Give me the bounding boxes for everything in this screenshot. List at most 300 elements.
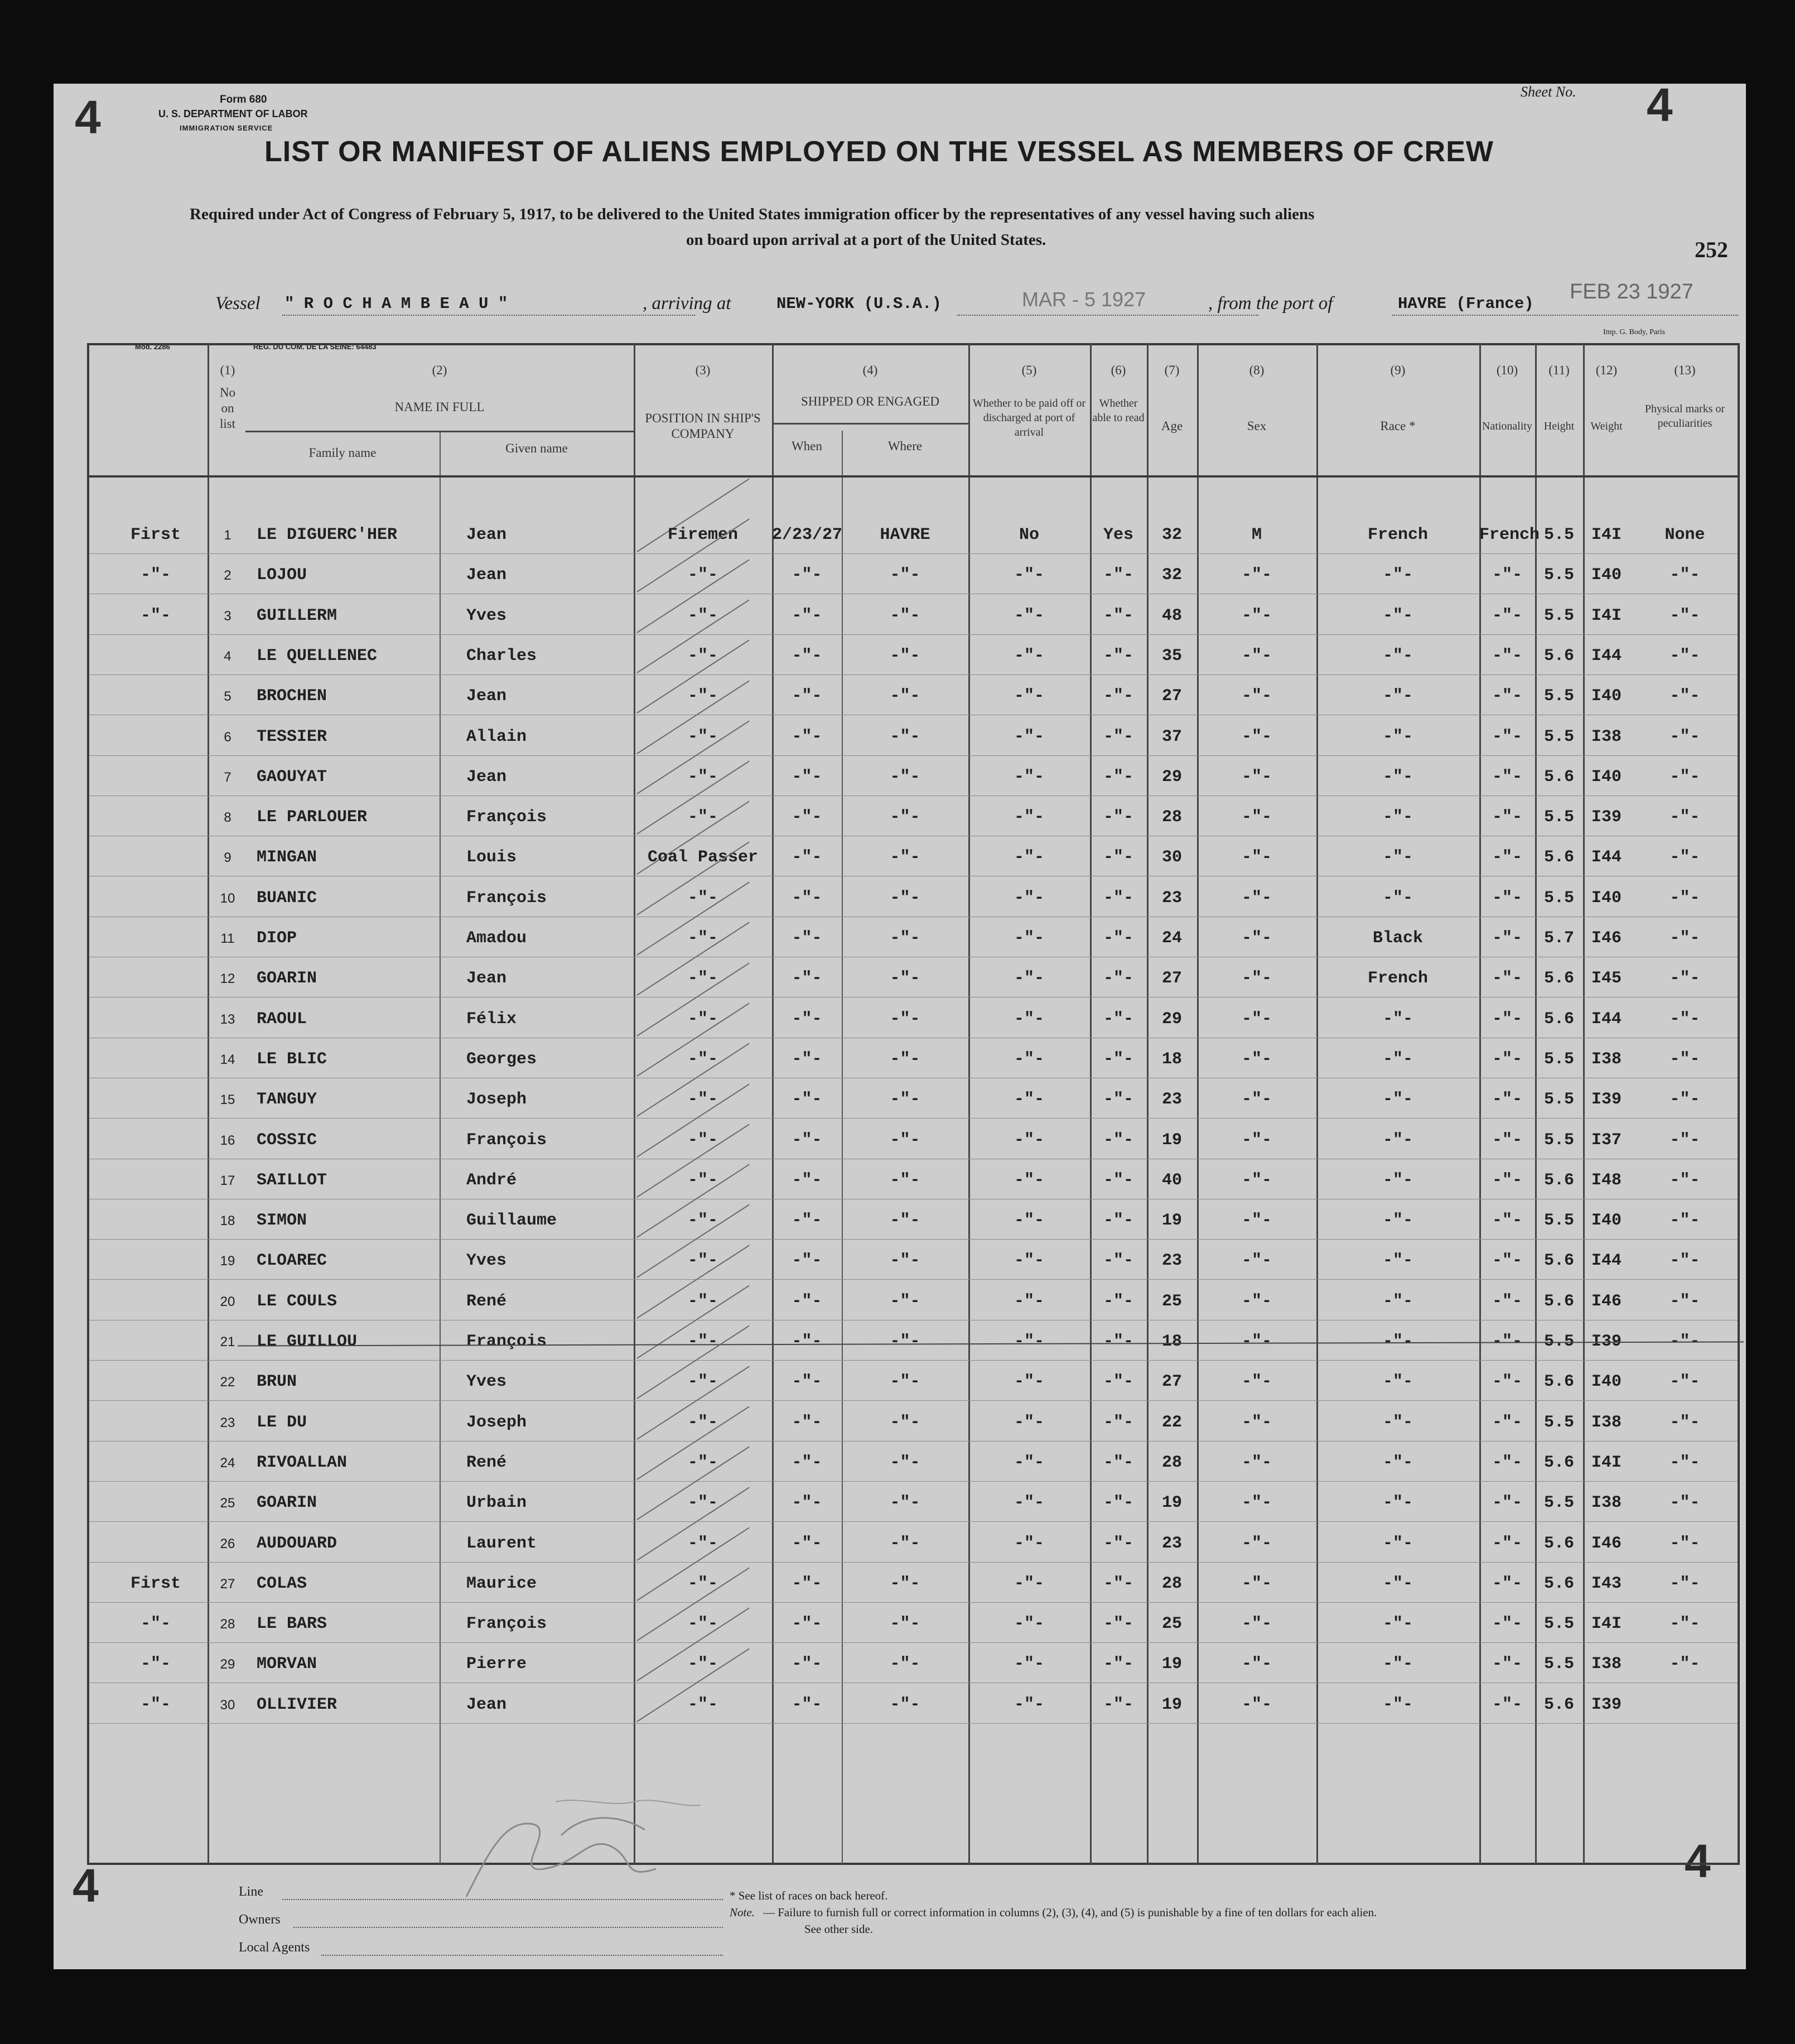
sex: -"- bbox=[1241, 1493, 1272, 1513]
height: 5.5 bbox=[1543, 1413, 1574, 1432]
shipped-when: -"- bbox=[792, 808, 822, 827]
height: 5.6 bbox=[1543, 1170, 1574, 1190]
shipped-when: -"- bbox=[792, 1453, 822, 1472]
row-number: 14 bbox=[220, 1052, 235, 1067]
shipped-when: -"- bbox=[792, 969, 822, 989]
col-num-5: (5) bbox=[1021, 363, 1037, 377]
age: 23 bbox=[1161, 1090, 1182, 1110]
sex: -"- bbox=[1241, 969, 1272, 989]
sex: -"- bbox=[1241, 687, 1272, 706]
sheet-number: 4 bbox=[1647, 79, 1673, 131]
row-number: 12 bbox=[220, 971, 235, 987]
age: 25 bbox=[1161, 1614, 1182, 1634]
race: -"- bbox=[1382, 1211, 1413, 1231]
family-name: LE DU bbox=[257, 1413, 307, 1432]
paid-off: -"- bbox=[1014, 1534, 1044, 1553]
sex: -"- bbox=[1241, 1170, 1272, 1190]
position: -"- bbox=[687, 1211, 718, 1231]
shipped-where: -"- bbox=[890, 1049, 920, 1069]
position: -"- bbox=[687, 1291, 718, 1311]
shipped-when: 2/23/27 bbox=[772, 526, 843, 544]
age: 40 bbox=[1161, 1170, 1182, 1190]
age: 29 bbox=[1161, 767, 1182, 787]
position: -"- bbox=[687, 687, 718, 706]
given-name: Urbain bbox=[466, 1493, 527, 1513]
row-number: 13 bbox=[220, 1011, 235, 1027]
margin-note: -"- bbox=[140, 1614, 171, 1634]
nationality: -"- bbox=[1492, 1291, 1522, 1311]
paid-off: -"- bbox=[1014, 808, 1044, 827]
able-to-read: -"- bbox=[1103, 808, 1133, 827]
nationality: -"- bbox=[1492, 606, 1522, 625]
paid-off: -"- bbox=[1014, 566, 1044, 585]
nationality: -"- bbox=[1492, 1090, 1522, 1110]
height: 5.5 bbox=[1543, 1493, 1574, 1513]
nationality: -"- bbox=[1492, 1493, 1522, 1513]
shipped-where: -"- bbox=[890, 1413, 920, 1432]
height: 5.6 bbox=[1543, 1009, 1574, 1029]
able-to-read: -"- bbox=[1103, 687, 1133, 706]
family-name: LE GUILLOU bbox=[257, 1332, 358, 1351]
paid-off: -"- bbox=[1014, 1493, 1044, 1513]
shipped-when: -"- bbox=[792, 1695, 822, 1714]
row-number: 15 bbox=[220, 1092, 235, 1108]
weight: I44 bbox=[1591, 1009, 1622, 1029]
position: -"- bbox=[687, 1049, 718, 1069]
able-to-read: -"- bbox=[1103, 1534, 1133, 1553]
able-to-read: -"- bbox=[1103, 969, 1133, 989]
shipped-where: -"- bbox=[890, 687, 920, 706]
age: 28 bbox=[1161, 1574, 1182, 1593]
race: -"- bbox=[1382, 1251, 1413, 1271]
row-number: 4 bbox=[224, 648, 231, 664]
row-number: 19 bbox=[220, 1254, 235, 1269]
physical-marks: -"- bbox=[1669, 808, 1700, 827]
nationality: -"- bbox=[1492, 1009, 1522, 1029]
margin-note: -"- bbox=[140, 566, 171, 585]
weight: I39 bbox=[1591, 1332, 1622, 1351]
paid-off: No bbox=[1019, 526, 1039, 544]
height: 5.6 bbox=[1543, 767, 1574, 787]
shipped-where: -"- bbox=[890, 1614, 920, 1634]
margin-note: -"- bbox=[140, 606, 171, 625]
col-num-6: (6) bbox=[1111, 363, 1126, 377]
age: 18 bbox=[1161, 1049, 1182, 1069]
position: -"- bbox=[687, 1695, 718, 1714]
given-name: Georges bbox=[466, 1049, 537, 1069]
age: 32 bbox=[1161, 566, 1182, 585]
height: 5.5 bbox=[1543, 606, 1574, 625]
weight: I48 bbox=[1591, 1170, 1622, 1190]
able-to-read: -"- bbox=[1103, 1009, 1133, 1029]
col-num-12: (12) bbox=[1595, 363, 1618, 377]
sex: -"- bbox=[1241, 1655, 1272, 1674]
physical-marks: -"- bbox=[1669, 1534, 1700, 1553]
nationality: -"- bbox=[1492, 1413, 1522, 1432]
able-to-read: -"- bbox=[1103, 1413, 1133, 1432]
weight: I39 bbox=[1591, 1090, 1622, 1110]
race: -"- bbox=[1382, 1372, 1413, 1392]
shipped-where: -"- bbox=[890, 1655, 920, 1674]
arriving-at: NEW-YORK (U.S.A.) bbox=[776, 295, 942, 313]
col-header-when: When bbox=[792, 439, 822, 453]
shipped-where: HAVRE bbox=[880, 526, 930, 544]
form-number: Form 680 bbox=[220, 94, 267, 105]
position: -"- bbox=[687, 1493, 718, 1513]
sex: -"- bbox=[1241, 566, 1272, 585]
paid-off: -"- bbox=[1014, 1614, 1044, 1634]
paid-off: -"- bbox=[1014, 888, 1044, 908]
age: 19 bbox=[1161, 1493, 1182, 1513]
family-name: LE BARS bbox=[257, 1614, 327, 1634]
row-rule bbox=[89, 1642, 1738, 1643]
shipped-where: -"- bbox=[890, 929, 920, 948]
shipped-when: -"- bbox=[792, 1090, 822, 1110]
able-to-read: -"- bbox=[1103, 848, 1133, 867]
nationality: -"- bbox=[1492, 727, 1522, 746]
nationality: -"- bbox=[1492, 1332, 1522, 1351]
able-to-read: -"- bbox=[1103, 929, 1133, 948]
shipped-when: -"- bbox=[792, 1009, 822, 1029]
family-name: BROCHEN bbox=[257, 687, 327, 706]
family-name: GAOUYAT bbox=[257, 767, 327, 787]
age: 28 bbox=[1161, 808, 1182, 827]
able-to-read: -"- bbox=[1103, 767, 1133, 787]
able-to-read: -"- bbox=[1103, 566, 1133, 585]
position: -"- bbox=[687, 1130, 718, 1150]
height: 5.6 bbox=[1543, 1372, 1574, 1392]
physical-marks: -"- bbox=[1669, 969, 1700, 989]
position: -"- bbox=[687, 1251, 718, 1271]
shipped-where: -"- bbox=[890, 1453, 920, 1472]
family-name: TESSIER bbox=[257, 727, 327, 746]
signature bbox=[444, 1785, 734, 1919]
margin-note: -"- bbox=[140, 1655, 171, 1674]
race: -"- bbox=[1382, 1574, 1413, 1593]
paid-off: -"- bbox=[1014, 1049, 1044, 1069]
race: -"- bbox=[1382, 808, 1413, 827]
family-name: BRUN bbox=[257, 1372, 297, 1392]
shipped-where: -"- bbox=[890, 1251, 920, 1271]
able-to-read: -"- bbox=[1103, 1372, 1133, 1392]
row-rule bbox=[89, 755, 1738, 756]
row-number: 21 bbox=[220, 1334, 235, 1349]
position: -"- bbox=[687, 1332, 718, 1351]
row-number: 22 bbox=[220, 1375, 235, 1390]
weight: I38 bbox=[1591, 1493, 1622, 1513]
sex: -"- bbox=[1241, 1614, 1272, 1634]
shipped-where: -"- bbox=[890, 1332, 920, 1351]
nationality: -"- bbox=[1492, 566, 1522, 585]
row-rule bbox=[89, 1279, 1738, 1280]
col-header-no: No on list bbox=[219, 385, 236, 431]
shipped-when: -"- bbox=[792, 848, 822, 867]
position: -"- bbox=[687, 646, 718, 666]
col-num-3: (3) bbox=[695, 363, 711, 377]
row-number: 29 bbox=[220, 1657, 235, 1672]
age: 22 bbox=[1161, 1413, 1182, 1432]
shipped-when: -"- bbox=[792, 687, 822, 706]
weight: I45 bbox=[1591, 969, 1622, 989]
sex: -"- bbox=[1241, 606, 1272, 625]
shipped-when: -"- bbox=[792, 1413, 822, 1432]
age: 48 bbox=[1161, 606, 1182, 625]
shipped-where: -"- bbox=[890, 566, 920, 585]
height: 5.5 bbox=[1543, 1049, 1574, 1069]
able-to-read: -"- bbox=[1103, 1170, 1133, 1190]
shipped-when: -"- bbox=[792, 1332, 822, 1351]
position: -"- bbox=[687, 1413, 718, 1432]
given-name: Yves bbox=[466, 1251, 507, 1271]
col-num-1: (1) bbox=[220, 363, 235, 377]
sex: -"- bbox=[1241, 1090, 1272, 1110]
sex: -"- bbox=[1241, 767, 1272, 787]
sex: -"- bbox=[1241, 1413, 1272, 1432]
row-number: 9 bbox=[224, 850, 231, 866]
physical-marks: -"- bbox=[1669, 566, 1700, 585]
able-to-read: -"- bbox=[1103, 1614, 1133, 1634]
line-label: Line bbox=[239, 1884, 263, 1899]
given-name: Louis bbox=[466, 848, 517, 867]
physical-marks: -"- bbox=[1669, 1049, 1700, 1069]
physical-marks: -"- bbox=[1669, 1332, 1700, 1351]
physical-marks: -"- bbox=[1669, 929, 1700, 948]
weight: I39 bbox=[1591, 808, 1622, 827]
row-rule bbox=[89, 1118, 1738, 1119]
given-name: Allain bbox=[466, 727, 527, 746]
given-name: François bbox=[466, 1332, 547, 1351]
family-name: AUDOUARD bbox=[257, 1534, 337, 1553]
row-number: 18 bbox=[220, 1213, 235, 1229]
race: -"- bbox=[1382, 1090, 1413, 1110]
col-header-family-name: Family name bbox=[308, 446, 377, 460]
family-name: COSSIC bbox=[257, 1130, 317, 1150]
physical-marks: -"- bbox=[1669, 1574, 1700, 1593]
row-number: 30 bbox=[220, 1697, 235, 1713]
page-number: 252 bbox=[1695, 237, 1728, 262]
age: 19 bbox=[1161, 1655, 1182, 1674]
position: -"- bbox=[687, 1090, 718, 1110]
race: -"- bbox=[1382, 1493, 1413, 1513]
weight: I4I bbox=[1591, 1453, 1622, 1472]
position: -"- bbox=[687, 1453, 718, 1472]
sex: -"- bbox=[1241, 1291, 1272, 1311]
nationality: French bbox=[1479, 526, 1540, 544]
shipped-when: -"- bbox=[792, 566, 822, 585]
nationality: -"- bbox=[1492, 848, 1522, 867]
age: 30 bbox=[1161, 848, 1182, 867]
physical-marks: -"- bbox=[1669, 1372, 1700, 1392]
corner-mark: 4 bbox=[73, 1859, 99, 1912]
race: -"- bbox=[1382, 1614, 1413, 1634]
owners-label: Owners bbox=[239, 1912, 281, 1927]
given-name: François bbox=[466, 808, 547, 827]
able-to-read: -"- bbox=[1103, 1291, 1133, 1311]
nationality: -"- bbox=[1492, 888, 1522, 908]
shipped-where: -"- bbox=[890, 1574, 920, 1593]
race: -"- bbox=[1382, 1130, 1413, 1150]
given-name: René bbox=[466, 1453, 507, 1472]
nationality: -"- bbox=[1492, 808, 1522, 827]
departure-date-stamp: FEB 23 1927 bbox=[1570, 280, 1693, 303]
subtitle-line2: on board upon arrival at a port of the United States. bbox=[686, 231, 1046, 249]
given-name: Jean bbox=[466, 969, 507, 989]
family-name: OLLIVIER bbox=[257, 1695, 337, 1714]
physical-marks: -"- bbox=[1669, 646, 1700, 666]
position: -"- bbox=[687, 808, 718, 827]
position: -"- bbox=[687, 606, 718, 625]
row-number: 11 bbox=[220, 931, 235, 946]
weight: I39 bbox=[1591, 1695, 1622, 1714]
sex: -"- bbox=[1241, 1372, 1272, 1392]
able-to-read: -"- bbox=[1103, 1493, 1133, 1513]
sex: -"- bbox=[1241, 929, 1272, 948]
row-rule bbox=[89, 1521, 1738, 1522]
weight: I46 bbox=[1591, 1291, 1622, 1311]
weight: I38 bbox=[1591, 1049, 1622, 1069]
nationality: -"- bbox=[1492, 687, 1522, 706]
col-header-race: Race * bbox=[1380, 419, 1416, 433]
height: 5.5 bbox=[1543, 526, 1574, 544]
col-num-7: (7) bbox=[1164, 363, 1180, 377]
shipped-where: -"- bbox=[890, 1170, 920, 1190]
paid-off: -"- bbox=[1014, 1413, 1044, 1432]
physical-marks: -"- bbox=[1669, 888, 1700, 908]
able-to-read: -"- bbox=[1103, 1211, 1133, 1231]
col-header-read: Whether able to read bbox=[1092, 397, 1145, 424]
row-rule bbox=[89, 1239, 1738, 1240]
family-name: TANGUY bbox=[257, 1090, 317, 1110]
given-name: Joseph bbox=[466, 1090, 527, 1110]
given-name: Yves bbox=[466, 1372, 507, 1392]
position: -"- bbox=[687, 969, 718, 989]
paid-off: -"- bbox=[1014, 1655, 1044, 1674]
shipped-when: -"- bbox=[792, 1049, 822, 1069]
race: -"- bbox=[1382, 767, 1413, 787]
position: -"- bbox=[687, 1009, 718, 1029]
race: Black bbox=[1372, 929, 1423, 948]
paid-off: -"- bbox=[1014, 969, 1044, 989]
row-number: 2 bbox=[224, 568, 231, 584]
race: -"- bbox=[1382, 1049, 1413, 1069]
margin-note: -"- bbox=[140, 1695, 171, 1714]
nationality: -"- bbox=[1492, 767, 1522, 787]
race: -"- bbox=[1382, 1009, 1413, 1029]
given-name: Yves bbox=[466, 606, 507, 625]
position: -"- bbox=[687, 767, 718, 787]
given-name: René bbox=[466, 1291, 507, 1311]
shipped-where: -"- bbox=[890, 1291, 920, 1311]
family-name: MORVAN bbox=[257, 1655, 317, 1674]
height: 5.5 bbox=[1543, 1614, 1574, 1634]
family-name: COLAS bbox=[257, 1574, 307, 1593]
age: 35 bbox=[1161, 646, 1182, 666]
row-number: 24 bbox=[220, 1455, 235, 1471]
row-rule bbox=[89, 1400, 1738, 1401]
race: -"- bbox=[1382, 646, 1413, 666]
weight: I4I bbox=[1591, 1614, 1622, 1634]
shipped-where: -"- bbox=[890, 1090, 920, 1110]
height: 5.7 bbox=[1543, 929, 1574, 948]
sex: -"- bbox=[1241, 1453, 1272, 1472]
height: 5.6 bbox=[1543, 1695, 1574, 1714]
paid-off: -"- bbox=[1014, 727, 1044, 746]
race: -"- bbox=[1382, 606, 1413, 625]
height: 5.5 bbox=[1543, 808, 1574, 827]
sex: -"- bbox=[1241, 1211, 1272, 1231]
from-port: HAVRE (France) bbox=[1398, 295, 1534, 313]
shipped-when: -"- bbox=[792, 1534, 822, 1553]
shipped-when: -"- bbox=[792, 1251, 822, 1271]
able-to-read: -"- bbox=[1103, 646, 1133, 666]
paid-off: -"- bbox=[1014, 1372, 1044, 1392]
shipped-where: -"- bbox=[890, 1695, 920, 1714]
col-num-2: (2) bbox=[432, 363, 447, 377]
given-name: Pierre bbox=[466, 1655, 527, 1674]
family-name: GOARIN bbox=[257, 1493, 317, 1513]
able-to-read: -"- bbox=[1103, 1130, 1133, 1150]
weight: I44 bbox=[1591, 1251, 1622, 1271]
family-name: LE DIGUERC'HER bbox=[257, 526, 398, 544]
able-to-read: -"- bbox=[1103, 1655, 1133, 1674]
nationality: -"- bbox=[1492, 1614, 1522, 1634]
race: French bbox=[1367, 526, 1429, 544]
race: -"- bbox=[1382, 566, 1413, 585]
given-name: Charles bbox=[466, 646, 537, 666]
given-name: André bbox=[466, 1170, 517, 1190]
shipped-when: -"- bbox=[792, 888, 822, 908]
height: 5.6 bbox=[1543, 1251, 1574, 1271]
row-number: 17 bbox=[220, 1173, 235, 1188]
shipped-where: -"- bbox=[890, 767, 920, 787]
nationality: -"- bbox=[1492, 1130, 1522, 1150]
given-name: Joseph bbox=[466, 1413, 527, 1432]
mod-number: Mod. 2286 bbox=[135, 343, 170, 351]
col-header-shipped: SHIPPED OR ENGAGED bbox=[801, 394, 939, 408]
row-number: 7 bbox=[224, 769, 231, 785]
height: 5.5 bbox=[1543, 687, 1574, 706]
paid-off: -"- bbox=[1014, 1090, 1044, 1110]
physical-marks: -"- bbox=[1669, 767, 1700, 787]
row-rule bbox=[89, 674, 1738, 675]
position: Coal Passer bbox=[647, 848, 759, 867]
given-name: Félix bbox=[466, 1009, 517, 1029]
physical-marks: -"- bbox=[1669, 1291, 1700, 1311]
nationality: -"- bbox=[1492, 1574, 1522, 1593]
height: 5.5 bbox=[1543, 566, 1574, 585]
weight: I44 bbox=[1591, 848, 1622, 867]
position: -"- bbox=[687, 929, 718, 948]
physical-marks: -"- bbox=[1669, 848, 1700, 867]
age: 23 bbox=[1161, 888, 1182, 908]
age: 37 bbox=[1161, 727, 1182, 746]
height: 5.6 bbox=[1543, 969, 1574, 989]
given-name: Laurent bbox=[466, 1534, 537, 1553]
weight: I43 bbox=[1591, 1574, 1622, 1593]
col-num-4: (4) bbox=[862, 363, 878, 377]
family-name: SIMON bbox=[257, 1211, 307, 1231]
able-to-read: -"- bbox=[1103, 1049, 1133, 1069]
age: 32 bbox=[1161, 526, 1182, 544]
row-number: 3 bbox=[224, 608, 231, 624]
nationality: -"- bbox=[1492, 1211, 1522, 1231]
age: 23 bbox=[1161, 1251, 1182, 1271]
weight: I40 bbox=[1591, 566, 1622, 585]
sex: -"- bbox=[1241, 646, 1272, 666]
age: 25 bbox=[1161, 1291, 1182, 1311]
able-to-read: -"- bbox=[1103, 1332, 1133, 1351]
weight: I38 bbox=[1591, 1413, 1622, 1432]
